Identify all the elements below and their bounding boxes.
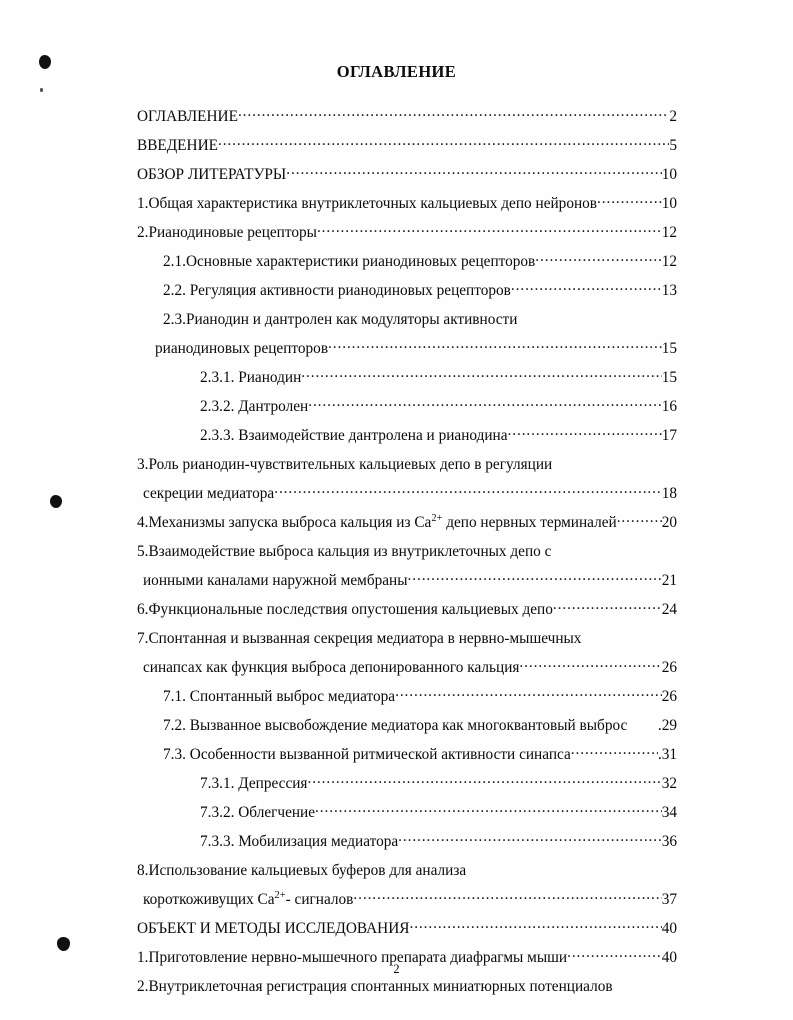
toc-leader-dots bbox=[317, 224, 662, 239]
page-number: 2 bbox=[393, 962, 400, 976]
toc-entry-label: 7.3.1. Депрессия bbox=[200, 775, 308, 792]
toc-entry[interactable] bbox=[0, 416, 793, 445]
toc-entry-label: ОБЪЕКТ И МЕТОДЫ ИССЛЕДОВАНИЯ bbox=[137, 920, 410, 937]
toc-entry[interactable] bbox=[0, 851, 793, 880]
toc-leader-dots bbox=[581, 630, 677, 645]
toc-entry-label: синапсах как функция выброса депонированного кальция bbox=[143, 659, 520, 676]
toc-leader-dots bbox=[353, 891, 661, 906]
toc-entry[interactable] bbox=[0, 300, 793, 329]
toc-entry-page-number: 36 bbox=[661, 833, 677, 850]
toc-entry[interactable] bbox=[0, 184, 793, 213]
toc-entry[interactable] bbox=[0, 503, 793, 532]
toc-leader-dots bbox=[409, 920, 661, 935]
toc-entry-label: 1.Приготовление нервно-мышечного препарата диафрагмы мыши bbox=[137, 949, 568, 966]
toc-leader-dots bbox=[238, 108, 669, 123]
toc-entry-page-number: 37 bbox=[661, 891, 677, 908]
toc-leader-dots bbox=[508, 427, 662, 442]
toc-entry[interactable] bbox=[0, 677, 793, 706]
toc-entry-page-number: 34 bbox=[661, 804, 677, 821]
toc-entry-label: 7.3.2. Облегчение bbox=[200, 804, 316, 821]
toc-entry[interactable] bbox=[0, 126, 793, 155]
toc-leader-dots bbox=[274, 485, 661, 500]
toc-entry-page-number: 32 bbox=[661, 775, 677, 792]
toc-entry[interactable] bbox=[0, 561, 793, 590]
toc-entry-page-number: 26 bbox=[661, 688, 677, 705]
toc-entry-page-number: 21 bbox=[661, 572, 677, 589]
toc-entry-label: ОБЗОР ЛИТЕРАТУРЫ bbox=[137, 166, 287, 183]
toc-entry-label: 2.1.Основные характеристики рианодиновых рецепторов bbox=[163, 253, 536, 270]
toc-entry-page-number: 17 bbox=[661, 427, 677, 444]
toc-entry[interactable] bbox=[0, 387, 793, 416]
toc-entry[interactable] bbox=[0, 590, 793, 619]
toc-entry-label: 8.Использование кальциевых буферов для анализа bbox=[137, 862, 467, 879]
page-title: ОГЛАВЛЕНИЕ bbox=[336, 62, 457, 81]
toc-leader-dots bbox=[517, 311, 677, 326]
toc-entry-label: 7.3. Особенности вызванной ритмической активности синапса bbox=[163, 746, 571, 763]
toc-leader-dots bbox=[466, 862, 677, 877]
toc-entry-label: 2.Внутриклеточная регистрация спонтанных миниатюрных потенциалов bbox=[137, 978, 613, 995]
toc-leader-dots bbox=[315, 804, 662, 819]
toc-entry[interactable] bbox=[0, 619, 793, 648]
toc-entry[interactable] bbox=[0, 880, 793, 909]
toc-entry-page-number: .29 bbox=[657, 717, 677, 734]
toc-entry-label: рианодиновых рецепторов bbox=[155, 340, 329, 357]
toc-entry-label: 1.Общая характеристика внутриклеточных кальциевых депо нейронов bbox=[137, 195, 598, 212]
toc-leader-dots bbox=[398, 833, 662, 848]
toc-entry[interactable] bbox=[0, 532, 793, 561]
toc-entry[interactable] bbox=[0, 909, 793, 938]
table-of-contents bbox=[0, 97, 793, 996]
toc-entry[interactable] bbox=[0, 329, 793, 358]
toc-entry-page-number: 24 bbox=[661, 601, 677, 618]
toc-entry-label: 7.1. Спонтанный выброс медиатора bbox=[163, 688, 396, 705]
toc-entry-page-number: 20 bbox=[661, 514, 677, 531]
toc-entry[interactable] bbox=[0, 793, 793, 822]
scan-artifact-speck bbox=[40, 88, 43, 92]
toc-entry-label: 2.3.Рианодин и дантролен как модуляторы активности bbox=[163, 311, 518, 328]
toc-leader-dots bbox=[552, 456, 677, 471]
toc-entry-page-number: 40 bbox=[661, 949, 677, 966]
toc-leader-dots bbox=[597, 195, 662, 210]
toc-entry-page-number: 5 bbox=[669, 137, 677, 154]
toc-entry-page-number: 12 bbox=[661, 224, 677, 241]
toc-leader-dots bbox=[301, 369, 661, 384]
toc-leader-dots bbox=[511, 282, 662, 297]
toc-entry[interactable] bbox=[0, 648, 793, 677]
toc-entry-label: 2.2. Регуляция активности рианодиновых рецепторов bbox=[163, 282, 511, 299]
toc-leader-dots bbox=[307, 775, 661, 790]
toc-entry-page-number: 18 bbox=[661, 485, 677, 502]
toc-entry[interactable] bbox=[0, 271, 793, 300]
toc-entry-label: ионными каналами наружной мембраны bbox=[143, 572, 408, 589]
toc-entry[interactable] bbox=[0, 735, 793, 764]
toc-entry-label: 7.3.3. Мобилизация медиатора bbox=[200, 833, 399, 850]
toc-leader-dots bbox=[627, 717, 658, 732]
toc-entry-page-number: 15 bbox=[661, 369, 677, 386]
toc-leader-dots bbox=[535, 253, 661, 268]
toc-entry-label: 6.Функциональные последствия опустошения кальциевых депо bbox=[137, 601, 553, 618]
toc-leader-dots bbox=[328, 340, 662, 355]
toc-leader-dots bbox=[308, 398, 661, 413]
toc-entry-page-number: 10 bbox=[661, 195, 677, 212]
toc-entry-label: 2.3.1. Рианодин bbox=[200, 369, 302, 386]
toc-entry[interactable] bbox=[0, 213, 793, 242]
toc-entry-page-number: 12 bbox=[661, 253, 677, 270]
toc-entry-label: ВВЕДЕНИЕ bbox=[137, 137, 218, 154]
toc-entry[interactable] bbox=[0, 706, 793, 735]
toc-leader-dots bbox=[571, 746, 658, 761]
toc-entry-label: 4.Механизмы запуска выброса кальция из $Ca^{2+}$ депо нервных терминалей bbox=[137, 512, 617, 531]
toc-entry-page-number: 40 bbox=[661, 920, 677, 937]
toc-leader-dots bbox=[395, 688, 662, 703]
toc-entry[interactable] bbox=[0, 445, 793, 474]
toc-leader-dots bbox=[218, 137, 669, 152]
toc-entry-label: 5.Взаимодействие выброса кальция из внутриклеточных депо с bbox=[137, 543, 552, 560]
toc-entry-label: секреции медиатора bbox=[143, 485, 275, 502]
toc-leader-dots bbox=[551, 543, 677, 558]
toc-entry-label: 3.Роль рианодин-чувствительных кальциевых депо в регуляции bbox=[137, 456, 553, 473]
toc-entry-label: 7.2. Вызванное высвобождение медиатора как многоквантовый выброс bbox=[163, 717, 628, 734]
toc-entry[interactable] bbox=[0, 242, 793, 271]
toc-entry[interactable] bbox=[0, 155, 793, 184]
toc-entry-page-number: 26 bbox=[661, 659, 677, 676]
toc-entry[interactable] bbox=[0, 822, 793, 851]
toc-entry-label: 7.Спонтанная и вызванная секреция медиатора в нервно-мышечных bbox=[137, 630, 582, 647]
toc-leader-dots bbox=[519, 659, 661, 674]
toc-leader-dots bbox=[553, 601, 662, 616]
toc-entry[interactable] bbox=[0, 764, 793, 793]
toc-entry-page-number: 2 bbox=[669, 108, 677, 125]
toc-entry-label: 2.3.3. Взаимодействие дантролена и рианодина bbox=[200, 427, 508, 444]
toc-entry-page-number: 15 bbox=[661, 340, 677, 357]
toc-entry-label: короткоживущих $Ca^{2+}-$ сигналов bbox=[143, 889, 354, 908]
toc-entry-label: 2.3.2. Дантролен bbox=[200, 398, 309, 415]
toc-leader-dots bbox=[613, 978, 677, 993]
toc-entry-page-number: 13 bbox=[661, 282, 677, 299]
toc-entry-label: 2.Рианодиновые рецепторы bbox=[137, 224, 317, 241]
toc-entry-page-number: .31 bbox=[657, 746, 677, 763]
toc-entry-page-number: 16 bbox=[661, 398, 677, 415]
toc-entry-page-number: 10 bbox=[661, 166, 677, 183]
toc-leader-dots bbox=[286, 166, 661, 181]
toc-entry[interactable] bbox=[0, 358, 793, 387]
toc-entry-label: ОГЛАВЛЕНИЕ bbox=[137, 108, 238, 125]
toc-entry[interactable] bbox=[0, 474, 793, 503]
toc-leader-dots bbox=[617, 514, 662, 529]
toc-leader-dots bbox=[408, 572, 662, 587]
toc-entry[interactable] bbox=[0, 97, 793, 126]
